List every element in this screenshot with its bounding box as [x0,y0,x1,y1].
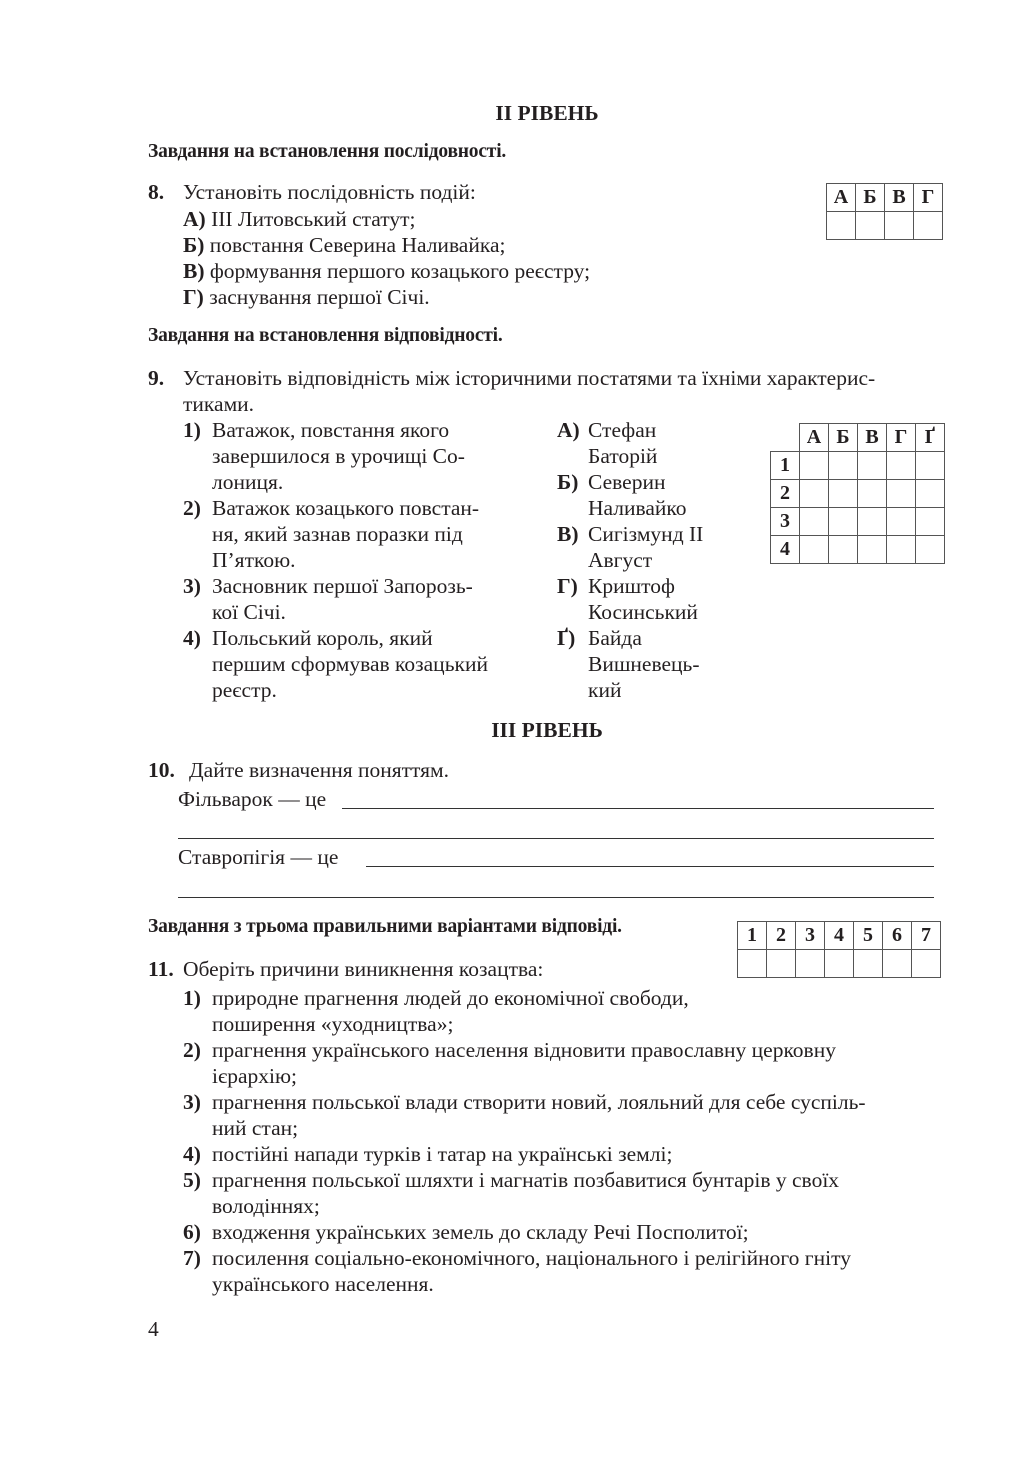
item-key: Б) [557,470,579,494]
item-line: Стефан [588,418,657,442]
grid-header: В [885,184,914,212]
option-c [183,259,590,284]
item-key: В) [557,522,579,546]
item-line: Сигізмунд II [588,522,704,546]
answer-cell[interactable] [887,452,916,480]
item-line: Август [588,548,653,572]
answer-cell[interactable] [825,950,854,978]
item-line: ний стан; [212,1116,299,1140]
option-key: А) [183,207,206,231]
item-key: Г) [557,574,578,598]
answer-cell[interactable] [916,508,945,536]
option-text: заснування першої Січі. [209,285,430,309]
answer-cell[interactable] [829,452,858,480]
option-key: Г) [183,285,204,309]
grid-col-header: В [858,424,887,452]
item-key: 1) [183,418,201,442]
item-line: реєстр. [212,678,277,702]
answer-cell[interactable] [858,536,887,564]
grid-header: Г [914,184,943,212]
item-line: прагнення українського населення відновити православну церковну [212,1038,836,1062]
answer-cell[interactable] [858,508,887,536]
grid-corner [771,424,800,452]
item-line: ня, який зазнав поразки під [212,522,463,546]
question-number: 8. [148,180,165,204]
grid-row-header: 3 [771,508,800,536]
question-prompt: Установіть послідовність подій: [183,180,476,204]
question-number: 11. [148,957,174,981]
grid-header: 1 [738,922,767,950]
question-prompt-cont: тиками. [183,392,255,416]
item-line: Наливайко [588,496,687,520]
option-b [183,233,506,258]
answer-line-filvarok-2[interactable] [178,838,934,839]
item-line: Ватажок козацького повстан- [212,496,480,520]
term-filvarok: Фільварок — це [178,787,327,811]
grid-header: А [827,184,856,212]
item-line: українського населення. [212,1272,434,1296]
grid-col-header: А [800,424,829,452]
answer-line-filvarok[interactable] [342,808,934,809]
grid-header: 6 [883,922,912,950]
grid-row-header: 2 [771,480,800,508]
item-line: Байда [588,626,642,650]
answer-cell[interactable] [800,452,829,480]
answer-cell[interactable] [887,480,916,508]
answer-line-stavropigia-2[interactable] [178,897,934,898]
page-number: 4 [148,1317,159,1341]
answer-cell[interactable] [916,452,945,480]
item-line: Вишневець- [588,652,700,676]
option-key: В) [183,259,205,283]
item-line: Польський король, який [212,626,433,650]
question-prompt: Установіть відповідність між історичними постатями та їхніми характерис- [183,366,876,390]
answer-cell[interactable] [738,950,767,978]
answer-line-stavropigia[interactable] [366,866,934,867]
question-prompt: Дайте визначення поняттям. [189,758,450,782]
q9-answer-grid [770,423,945,564]
question-number: 9. [148,366,165,390]
item-line: Косинський [588,600,698,624]
item-line: Криштоф [588,574,675,598]
matching-task-header: Завдання на встановлення відповідності. [148,325,503,346]
sequence-task-header: Завдання на встановлення послідовності. [148,141,507,162]
item-key: 6) [183,1220,201,1244]
grid-row-header: 1 [771,452,800,480]
grid-col-header: Г [887,424,916,452]
option-text: ІІІ Литовський статут; [211,207,416,231]
item-line: Северин [588,470,666,494]
item-key: 3) [183,1090,201,1114]
item-line: Баторій [588,444,658,468]
option-a [183,207,416,232]
grid-header: 5 [854,922,883,950]
item-line: Ватажок, повстання якого [212,418,450,442]
answer-cell[interactable] [827,212,856,240]
answer-cell[interactable] [854,950,883,978]
item-key: 5) [183,1168,201,1192]
item-key: 3) [183,574,201,598]
item-line: кий [588,678,622,702]
answer-cell[interactable] [767,950,796,978]
grid-header: Б [856,184,885,212]
grid-header: 3 [796,922,825,950]
answer-cell[interactable] [796,950,825,978]
item-key: 2) [183,496,201,520]
option-d [183,285,430,310]
grid-header: 4 [825,922,854,950]
term-stavropigia: Ставропігія — це [178,845,339,869]
option-key: Б) [183,233,205,257]
item-line: П’яткою. [212,548,296,572]
grid-header: 7 [912,922,941,950]
item-line: першим сформував козацький [212,652,488,676]
answer-cell[interactable] [916,480,945,508]
answer-cell[interactable] [829,480,858,508]
item-line: прагнення польської шляхти і магнатів позбавитися бунтарів у своїх [212,1168,840,1192]
item-line: завершилося в урочищі Со- [212,444,465,468]
answer-cell[interactable] [858,480,887,508]
level-2-title: II РІВЕНЬ [495,101,599,125]
three-correct-task-header: Завдання з трьома правильними варіантами відповіді. [148,916,622,937]
item-line: посилення соціально-економічного, національного і релігійного гніту [212,1246,851,1270]
grid-header: 2 [767,922,796,950]
item-line: ієрархію; [212,1064,298,1088]
answer-cell[interactable] [829,508,858,536]
item-line: володіннях; [212,1194,320,1218]
item-line: природне прагнення людей до економічної свободи, [212,986,689,1010]
item-line: поширення «уходництва»; [212,1012,454,1036]
item-line: лониця. [212,470,284,494]
item-line: входження українських земель до складу Речі Посполитої; [212,1220,749,1244]
item-key: 2) [183,1038,201,1062]
answer-cell[interactable] [800,480,829,508]
answer-cell[interactable] [883,950,912,978]
answer-cell[interactable] [887,508,916,536]
grid-row-header: 4 [771,536,800,564]
answer-cell[interactable] [800,508,829,536]
answer-cell[interactable] [887,536,916,564]
question-number: 10. [148,758,175,782]
item-key: 1) [183,986,201,1010]
q11-answer-grid [737,921,941,978]
answer-cell[interactable] [858,452,887,480]
item-line: постійні напади турків і татар на українські землі; [212,1142,673,1166]
item-key: 7) [183,1246,201,1270]
item-key: Ґ) [557,626,576,650]
answer-cell[interactable] [829,536,858,564]
option-text: формування першого козацького реєстру; [209,259,591,283]
answer-cell[interactable] [885,212,914,240]
level-3-title: ІІІ РІВЕНЬ [491,718,603,742]
item-line: кої Січі. [212,600,286,624]
answer-cell[interactable] [914,212,943,240]
item-key: 4) [183,1142,201,1166]
grid-col-header: Ґ [916,424,945,452]
item-line: прагнення польської влади створити новий, лояльний для себе суспіль- [212,1090,866,1114]
item-key: А) [557,418,580,442]
answer-cell[interactable] [916,536,945,564]
q8-answer-grid [826,183,943,240]
answer-cell[interactable] [800,536,829,564]
grid-col-header: Б [829,424,858,452]
answer-cell[interactable] [856,212,885,240]
answer-cell[interactable] [912,950,941,978]
question-prompt: Оберіть причини виникнення козацтва: [183,957,544,981]
item-line: Засновник першої Запорозь- [212,574,473,598]
item-key: 4) [183,626,201,650]
option-text: повстання Северина Наливайка; [209,233,506,257]
